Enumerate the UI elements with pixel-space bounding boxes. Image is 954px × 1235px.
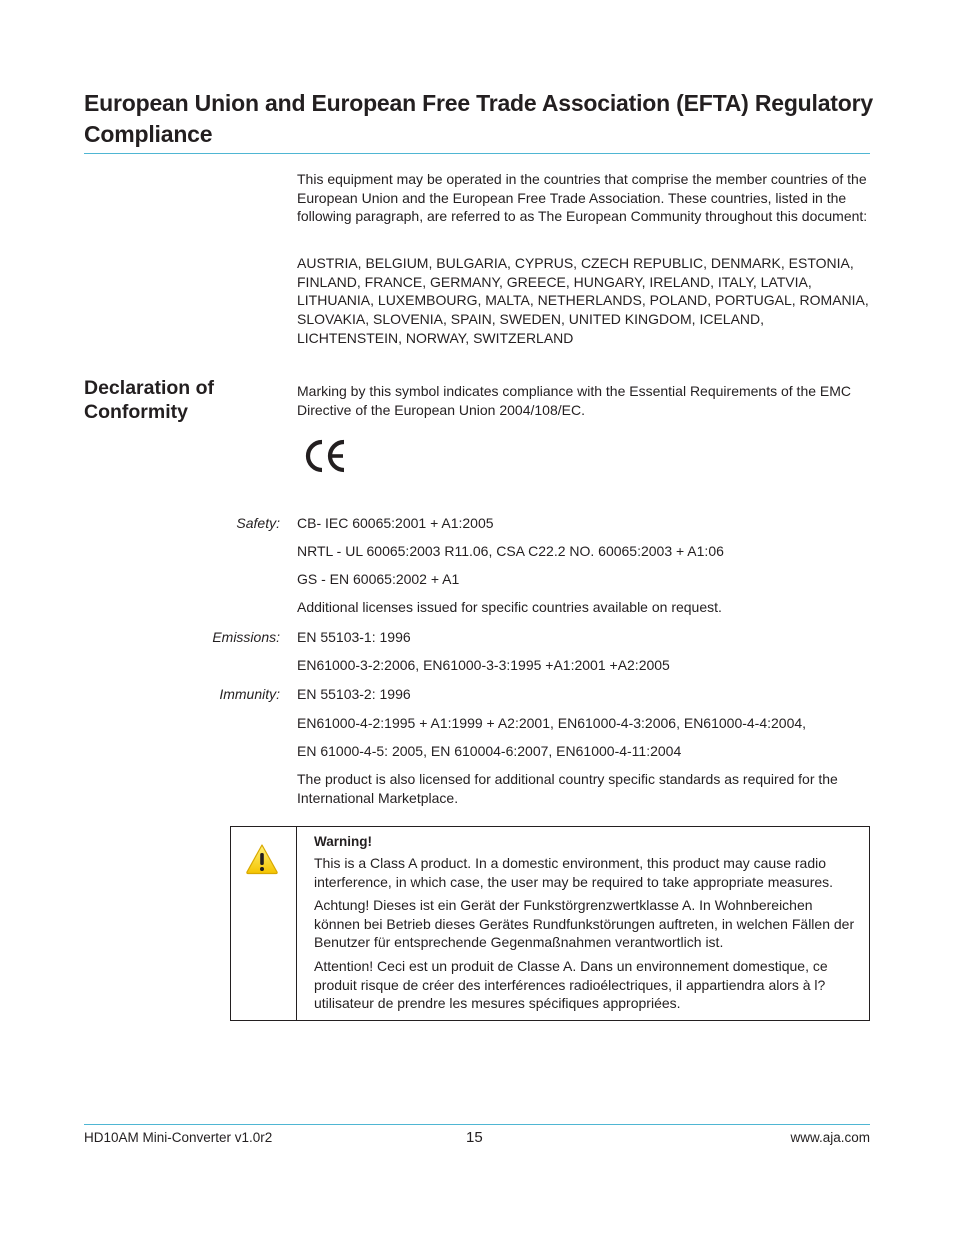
- declaration-text: Marking by this symbol indicates compliance with the Essential Requirements of the EMC Directive of the European Union 2004/108/EC.: [297, 383, 852, 418]
- intro-paragraph: This equipment may be operated in the countries that comprise the member countries of the European Union and the European Free Trade Association. These countries, listed in the following paragraph, are referred to as The European Community throughout this document:: [297, 171, 868, 225]
- immunity-note: The product is also licensed for additional country specific standards as required for the International Marketplace.: [297, 771, 838, 806]
- warning-french: Attention! Ceci est un produit de Classe A. Dans un environnement domestique, ce produit risque de créer des interférences radioélectriques, il appartiendra alors à l?utilisateur de prendre les mesures spécifiques appropriées.: [314, 958, 828, 1011]
- warning-divider: [296, 827, 297, 1020]
- safety-line: CB- IEC 60065:2001 + A1:2005: [297, 515, 494, 531]
- safety-label: Safety:: [236, 515, 280, 531]
- emissions-line: EN 55103-1: 1996: [297, 629, 411, 645]
- warning-english: This is a Class A product. In a domestic environment, this product may cause radio interference, in which case, the user may be required to take appropriate measures.: [314, 855, 834, 890]
- immunity-label: Immunity:: [219, 686, 280, 702]
- country-list: AUSTRIA, BELGIUM, BULGARIA, CYPRUS, CZECH REPUBLIC, DENMARK, ESTONIA, FINLAND, FRANCE, GERMANY, GREECE, HUNGARY, IRELAND, ITALY, LATVIA, LITHUANIA, LUXEMBOURG, MALTA, NETHERLANDS, POLAND, PORTUGAL, ROMANIA, SLOVAKIA, SLOVENIA, SPAIN, SWEDEN, UNITED KINGDOM, ICELAND, LICHTENSTEIN, NORWAY, SWITZERLAND: [297, 255, 869, 346]
- immunity-line: EN61000-4-2:1995 + A1:1999 + A2:2001, EN61000-4-3:2006, EN61000-4-4:2004,: [297, 715, 807, 731]
- immunity-line: EN 61000-4-5: 2005, EN 610004-6:2007, EN61000-4-11:2004: [297, 743, 682, 759]
- warning-box: [230, 826, 870, 1021]
- footer-rule: [84, 1124, 870, 1125]
- warning-title: Warning!: [314, 834, 372, 849]
- warning-german: Achtung! Dieses ist ein Gerät der Funkstörgrenzwertklasse A. In Wohnbereichen können bei Betrieb dieses Gerätes Rundfunkstörungen auftreten, in welchen Fällen der Benutzer für entsprechende Gegenmaßnahmen verantwortlich ist.: [314, 897, 855, 950]
- footer-product: HD10AM Mini-Converter v1.0r2: [84, 1130, 273, 1145]
- warning-triangle-icon: [245, 843, 279, 875]
- title-rule: [84, 153, 870, 154]
- declaration-heading: Declaration of Conformity: [84, 377, 215, 423]
- safety-line: GS - EN 60065:2002 + A1: [297, 571, 460, 587]
- safety-line: Additional licenses issued for specific countries available on request.: [297, 599, 722, 615]
- ce-mark-icon: [303, 437, 347, 475]
- immunity-line: EN 55103-2: 1996: [297, 686, 411, 702]
- page-title: European Union and European Free Trade Association (EFTA) Regulatory Compliance: [84, 90, 873, 147]
- emissions-line: EN61000-3-2:2006, EN61000-3-3:1995 +A1:2001 +A2:2005: [297, 657, 670, 673]
- emissions-label: Emissions:: [212, 629, 280, 645]
- safety-line: NRTL - UL 60065:2003 R11.06, CSA C22.2 NO. 60065:2003 + A1:06: [297, 543, 724, 559]
- footer-website-link[interactable]: www.aja.com: [790, 1130, 870, 1145]
- page-number: 15: [466, 1129, 483, 1146]
